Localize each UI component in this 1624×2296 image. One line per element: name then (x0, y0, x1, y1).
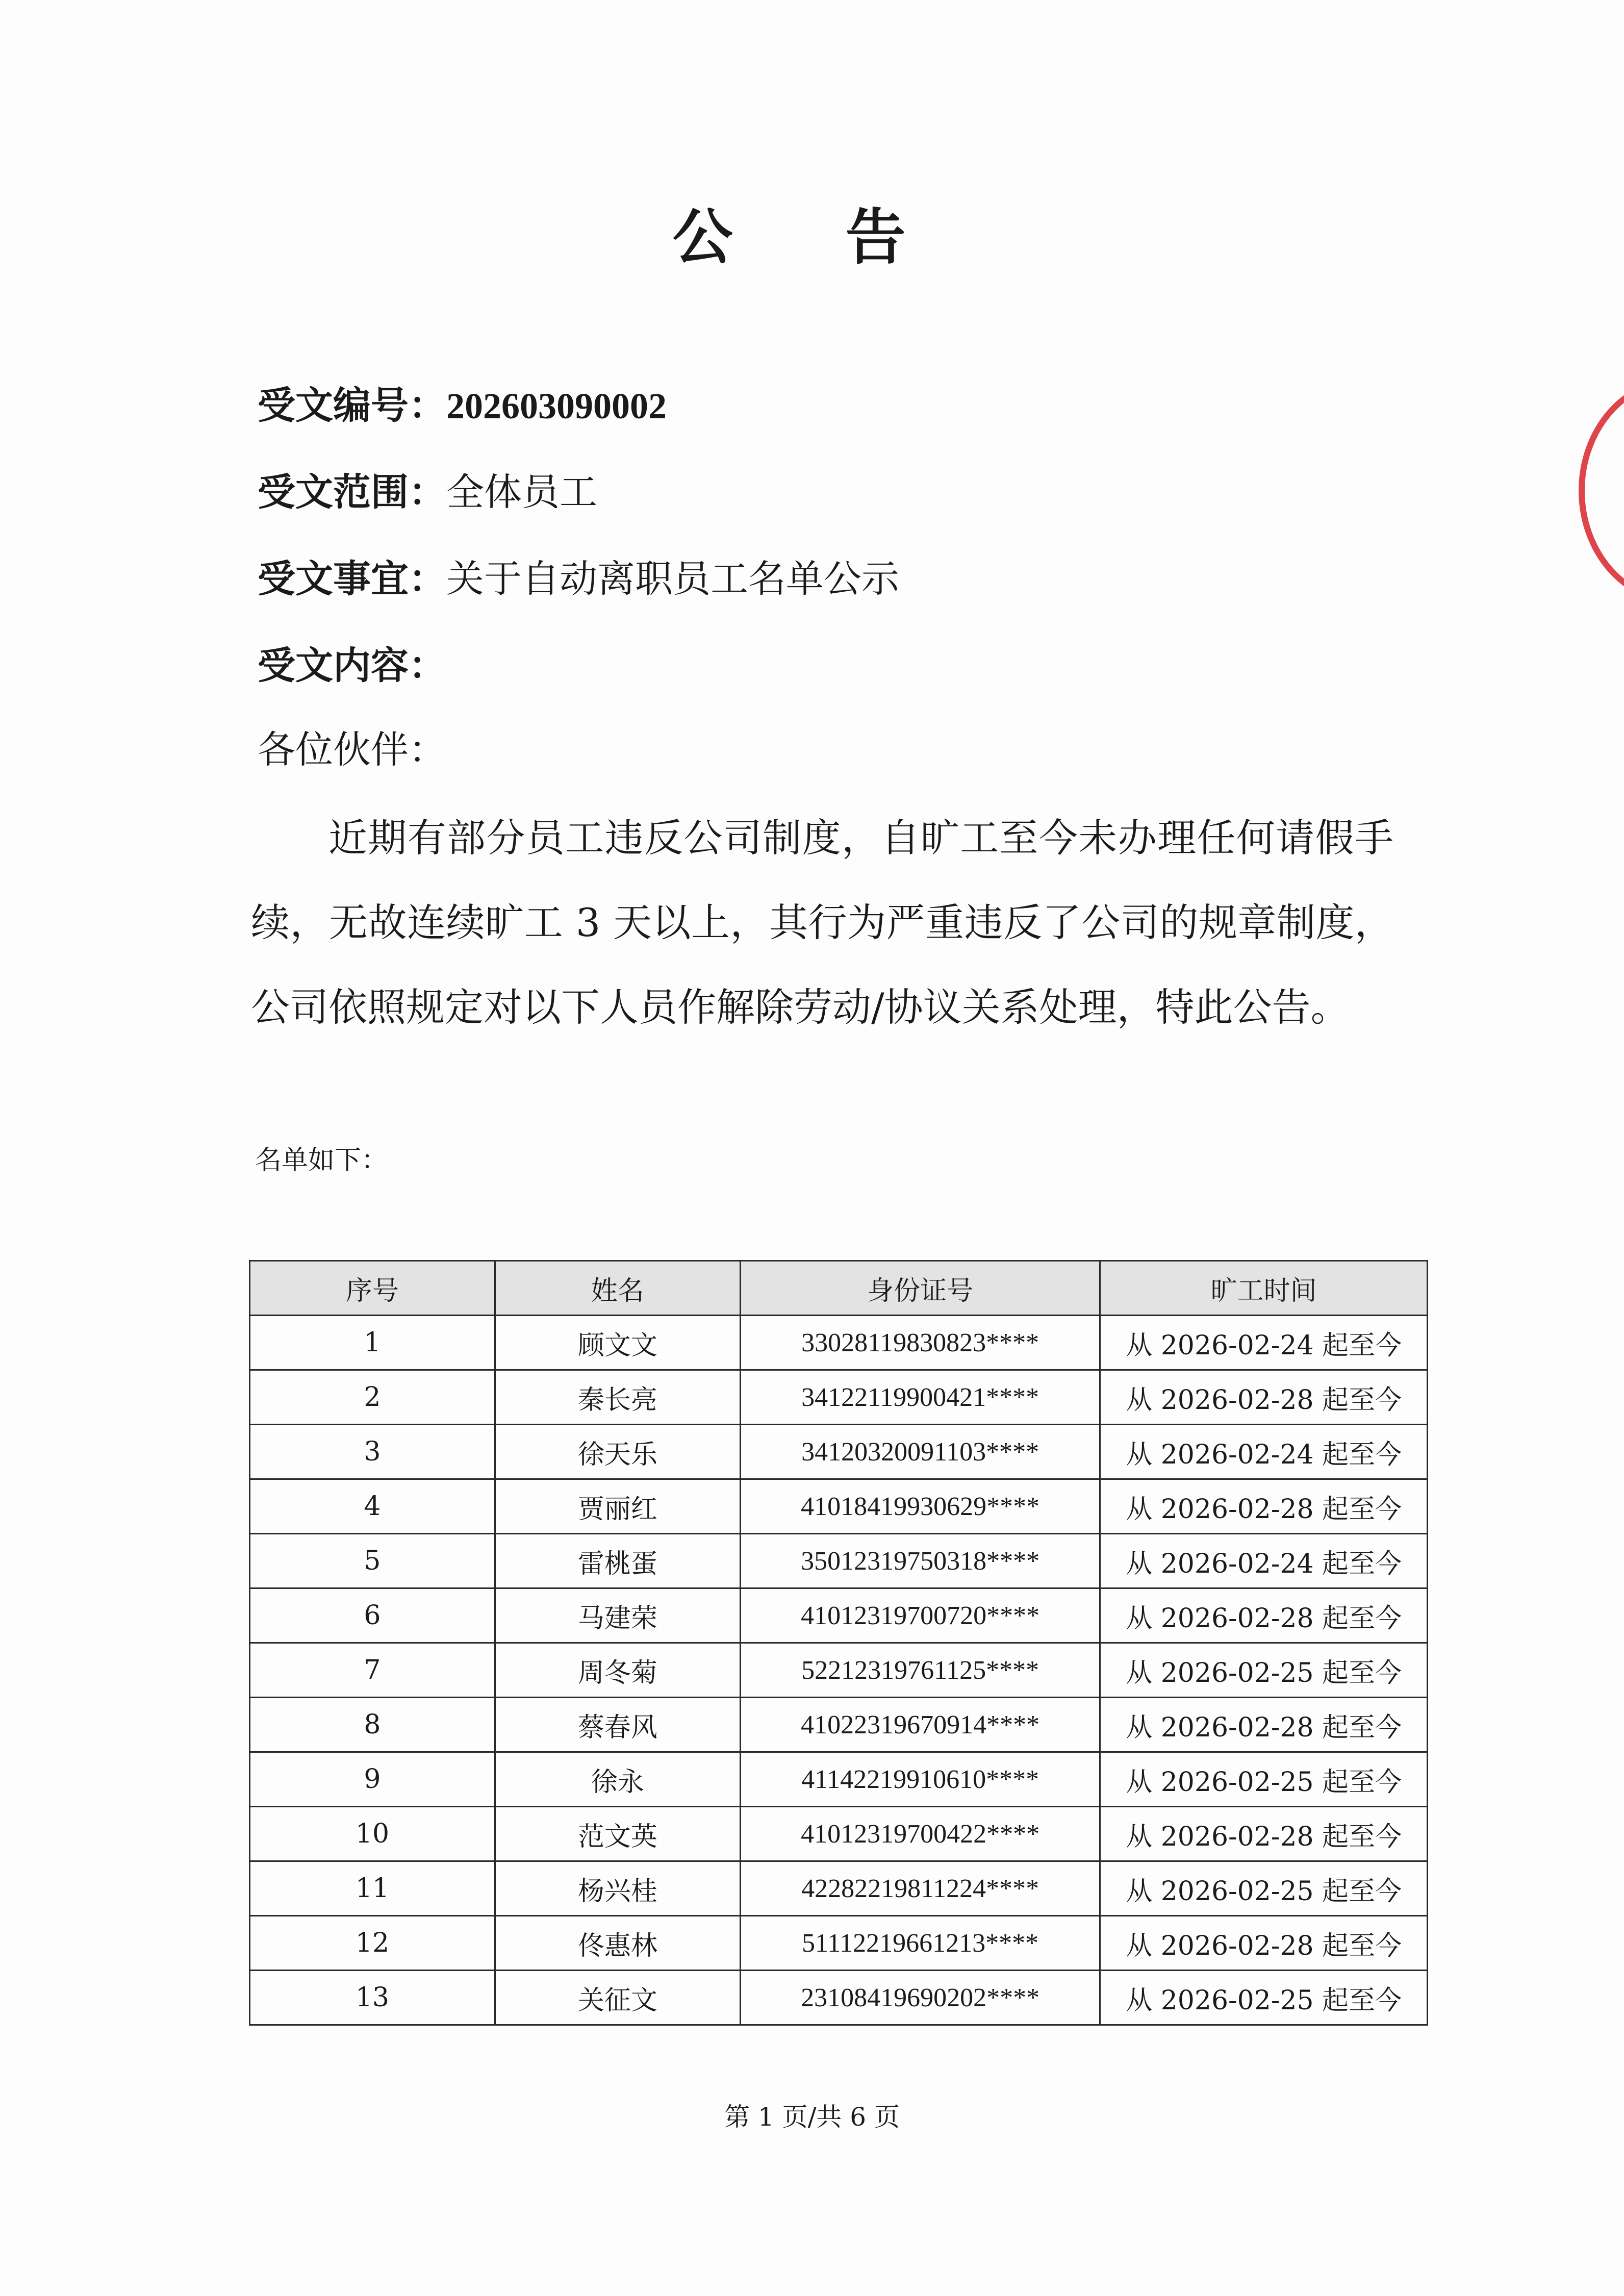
cell-index: 13 (250, 1971, 495, 2025)
subject-value: 关于自动离职员工名单公示 (446, 557, 899, 601)
cell-index: 12 (250, 1916, 495, 1971)
cell-absence-time: 从 2026-02-28 起至今 (1100, 1479, 1428, 1534)
header-name: 姓名 (495, 1261, 740, 1316)
cell-name: 关征文 (495, 1971, 740, 2025)
table-row (250, 1971, 1428, 2025)
cell-absence-time: 从 2026-02-28 起至今 (1100, 1370, 1428, 1425)
cell-index: 11 (250, 1861, 495, 1916)
cell-id-number: 35012319750318**** (740, 1534, 1100, 1588)
cell-name: 杨兴桂 (495, 1861, 740, 1916)
cell-id-number: 42282219811224**** (740, 1861, 1100, 1916)
table-row (250, 1588, 1428, 1643)
cell-id-number: 41012319700720**** (740, 1588, 1100, 1643)
table-row (250, 1534, 1428, 1588)
cell-id-number: 33028119830823**** (740, 1316, 1100, 1370)
table-row (250, 1861, 1428, 1916)
cell-id-number: 41022319670914**** (740, 1698, 1100, 1752)
cell-name: 顾文文 (495, 1316, 740, 1370)
cell-id-number: 34120320091103**** (740, 1425, 1100, 1479)
table-row (250, 1370, 1428, 1425)
subject-label: 受文事宜： (258, 557, 446, 601)
cell-name: 蔡春风 (495, 1698, 740, 1752)
greeting: 各位伙伴： (258, 728, 446, 772)
cell-index: 6 (250, 1588, 495, 1643)
cell-id-number: 51112219661213**** (740, 1916, 1100, 1971)
table-row (250, 1916, 1428, 1971)
table-row (250, 1425, 1428, 1479)
cell-absence-time: 从 2026-02-25 起至今 (1100, 1643, 1428, 1698)
table-row (250, 1698, 1428, 1752)
cell-index: 5 (250, 1534, 495, 1588)
cell-absence-time: 从 2026-02-28 起至今 (1100, 1698, 1428, 1752)
cell-id-number: 34122119900421**** (740, 1370, 1100, 1425)
page-title: 公 告 (672, 201, 952, 272)
scope-line (258, 467, 597, 518)
cell-absence-time: 从 2026-02-28 起至今 (1100, 1588, 1428, 1643)
cell-id-number: 41012319700422**** (740, 1807, 1100, 1861)
page-footer: 第 1 页/共 6 页 (724, 2102, 900, 2132)
cell-id-number: 41142219910610**** (740, 1752, 1100, 1807)
table-row (250, 1479, 1428, 1534)
cell-index: 4 (250, 1479, 495, 1534)
cell-index: 1 (250, 1316, 495, 1370)
header-absence-time: 旷工时间 (1100, 1261, 1428, 1316)
cell-name: 佟惠林 (495, 1916, 740, 1971)
doc-number-label: 受文编号： (258, 384, 446, 427)
cell-absence-time: 从 2026-02-28 起至今 (1100, 1916, 1428, 1971)
cell-name: 马建荣 (495, 1588, 740, 1643)
cell-name: 徐天乐 (495, 1425, 740, 1479)
cell-id-number: 41018419930629**** (740, 1479, 1100, 1534)
table-header-row (250, 1261, 1428, 1316)
cell-name: 雷桃蛋 (495, 1534, 740, 1588)
doc-number-value: 202603090002 (446, 386, 667, 426)
table-row (250, 1316, 1428, 1370)
cell-absence-time: 从 2026-02-24 起至今 (1100, 1316, 1428, 1370)
cell-id-number: 52212319761125**** (740, 1643, 1100, 1698)
company-seal-stamp (1579, 377, 1624, 604)
scope-label: 受文范围： (258, 470, 446, 514)
cell-name: 秦长亮 (495, 1370, 740, 1425)
cell-index: 3 (250, 1425, 495, 1479)
cell-absence-time: 从 2026-02-25 起至今 (1100, 1971, 1428, 2025)
content-line (258, 640, 446, 691)
cell-index: 2 (250, 1370, 495, 1425)
cell-index: 8 (250, 1698, 495, 1752)
table-row (250, 1752, 1428, 1807)
cell-name: 贾丽红 (495, 1479, 740, 1534)
cell-absence-time: 从 2026-02-25 起至今 (1100, 1752, 1428, 1807)
staff-table (249, 1260, 1428, 2026)
cell-name: 徐永 (495, 1752, 740, 1807)
scope-value: 全体员工 (446, 470, 597, 514)
cell-absence-time: 从 2026-02-28 起至今 (1100, 1807, 1428, 1861)
cell-absence-time: 从 2026-02-24 起至今 (1100, 1425, 1428, 1479)
cell-absence-time: 从 2026-02-24 起至今 (1100, 1534, 1428, 1588)
header-id-number: 身份证号 (740, 1261, 1100, 1316)
body-paragraph: 近期有部分员工违反公司制度，自旷工至今未办理任何请假手续，无故连续旷工 3 天以上，其行为严重违反了公司的规章制度，公司依照规定对以下人员作解除劳动/协议关系处理，特此公告。 (251, 815, 1393, 1030)
cell-id-number: 23108419690202**** (740, 1971, 1100, 2025)
cell-name: 范文英 (495, 1807, 740, 1861)
cell-index: 9 (250, 1752, 495, 1807)
list-label: 名单如下： (255, 1145, 388, 1176)
cell-index: 10 (250, 1807, 495, 1861)
table-row (250, 1643, 1428, 1698)
cell-absence-time: 从 2026-02-25 起至今 (1100, 1861, 1428, 1916)
table-row (250, 1807, 1428, 1861)
cell-index: 7 (250, 1643, 495, 1698)
content-label: 受文内容： (258, 644, 446, 688)
cell-name: 周冬菊 (495, 1643, 740, 1698)
doc-number-line (258, 380, 667, 432)
subject-line (258, 553, 899, 604)
header-index: 序号 (250, 1261, 495, 1316)
